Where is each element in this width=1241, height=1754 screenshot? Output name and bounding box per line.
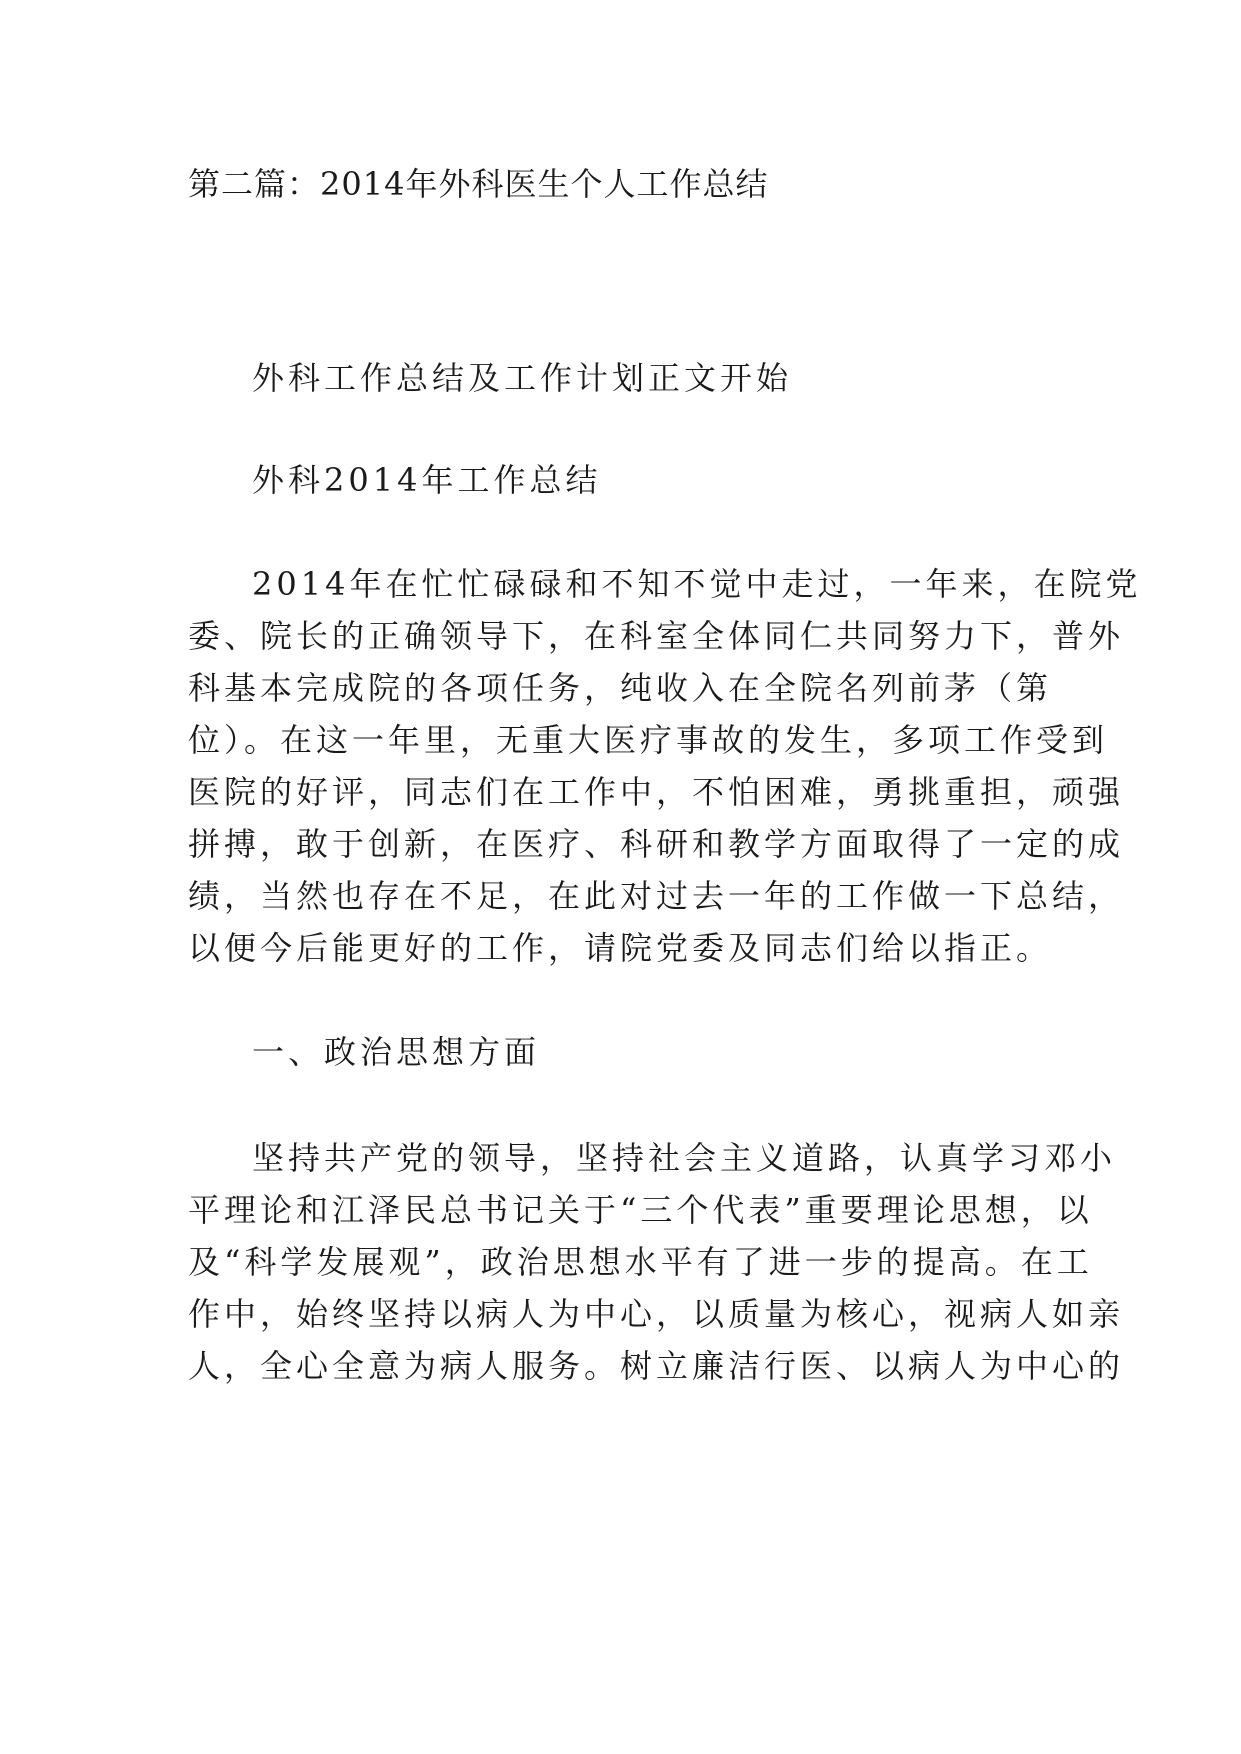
paragraph-line: 以便今后能更好的工作，请院党委及同志们给以指正。 <box>188 929 1053 967</box>
paragraph-line: 医院的好评，同志们在工作中，不怕困难，勇挑重担，顽强 <box>188 773 1125 811</box>
paragraph-line: 平理论和江泽民总书记关于“三个代表”重要理论思想，以 <box>188 1191 1093 1229</box>
paragraph-line: 人，全心全意为病人服务。树立廉洁行医、以病人为中心的 <box>188 1347 1125 1385</box>
paragraph-line: 及“科学发展观”，政治思想水平有了进一步的提高。在工 <box>188 1243 1093 1281</box>
subtitle-work-summary-plan: 外科工作总结及工作计划正文开始 <box>252 359 793 397</box>
paragraph-line: 拼搏，敢于创新，在医疗、科研和教学方面取得了一定的成 <box>188 825 1125 863</box>
subtitle-surgery-summary: 外科2014年工作总结 <box>252 461 602 499</box>
paragraph-line: 2014年在忙忙碌碌和不知不觉中走过，一年来，在院党 <box>252 565 1142 603</box>
paragraph-line: 绩，当然也存在不足，在此对过去一年的工作做一下总结， <box>188 877 1125 915</box>
paragraph-line: 委、院长的正确领导下，在科室全体同仁共同努力下，普外 <box>188 617 1125 655</box>
paragraph-line: 作中，始终坚持以病人为中心，以质量为核心，视病人如亲 <box>188 1295 1125 1333</box>
paragraph-line: 科基本完成院的各项任务，纯收入在全院名列前茅（第 <box>188 669 1053 707</box>
section-heading-political: 一、政治思想方面 <box>252 1033 541 1071</box>
paragraph-line: 坚持共产党的领导，坚持社会主义道路，认真学习邓小 <box>252 1139 1117 1177</box>
document-title: 第二篇：2014年外科医生个人工作总结 <box>188 165 769 203</box>
paragraph-line: 位）。在这一年里，无重大医疗事故的发生，多项工作受到 <box>188 721 1109 759</box>
